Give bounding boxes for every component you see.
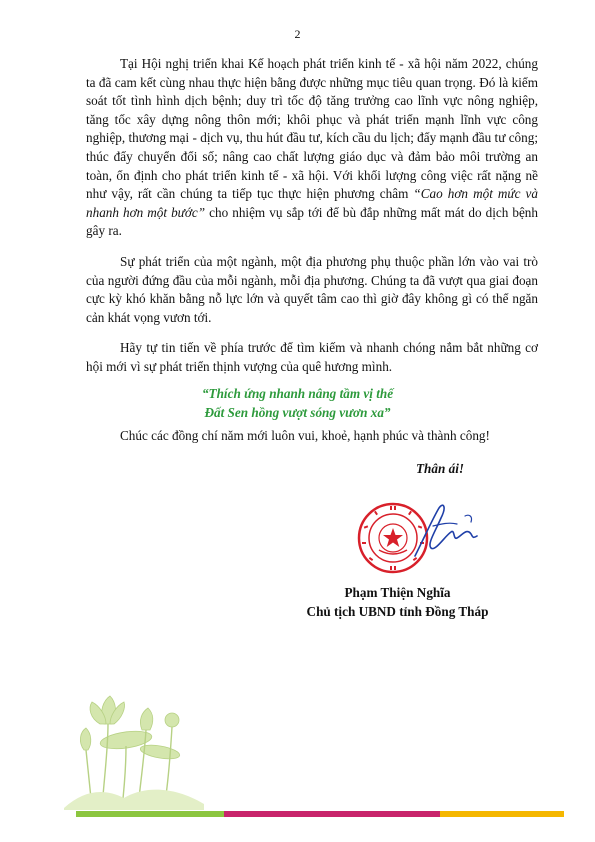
slogan-line-2: Đất Sen hồng vượt sóng vươn xa”: [204, 404, 391, 420]
paragraph-3: Hãy tự tin tiến về phía trước để tìm kiếm và nhanh chóng nắm bắt những cơ hội mới vì sự phát triển thịnh vượng của quê hương mình.: [86, 340, 538, 374]
signer-title: Chủ tịch UBND tỉnh Đồng Tháp: [306, 604, 489, 619]
handwritten-signature-icon: [405, 496, 485, 566]
paragraph-1: [86, 55, 538, 241]
footer-color-bar: [76, 811, 564, 817]
page-number: 2: [294, 27, 301, 41]
footer-bar-green-segment: [76, 811, 224, 817]
footer-bar-magenta-segment: [224, 811, 440, 817]
slogan-line-1: “Thích ứng nhanh nâng tầm vị thế: [201, 386, 394, 401]
paragraph-1-text: Tại Hội nghị triển khai Kế hoạch phát triển kinh tế - xã hội năm 2022, chúng ta đã cam kết cùng nhau thực hiện bằng được những mục tiêu quan trọng. Đó là kiểm soát tốt tình hình dịch bệnh; duy trì tốc độ tăng trưởng cao lĩnh vực nông nghiệp, tăng tốc xây dựng nông thôn mới; khôi phục và phát triển mạnh lĩnh vực công nghiệp, thương mại - dịch vụ, thu hút đầu tư, kích cầu du lịch; đẩy mạnh đầu tư công; thúc đẩy chuyển đổi số; nâng cao chất lượng giáo dục và đảm bảo môi trường an toàn, ổn định cho phát triển kinh tế - xã hội. Với khối lượng công việc rất nặng nề như vậy, rất cần chúng ta tiếp tục thực hiện phương châm: [86, 56, 538, 202]
footer-bar-yellow-segment: [440, 811, 564, 817]
greeting: Thân ái!: [416, 461, 465, 476]
motto-quote: “Cao hơn một mức và nhanh hơn một bước”: [86, 186, 538, 220]
closing-wishes: Chúc các đồng chí năm mới luôn vui, khoẻ, hạnh phúc và thành công!: [120, 428, 490, 443]
signer-name: Phạm Thiện Nghĩa: [344, 585, 451, 600]
paragraph-1-text-end: cho nhiệm vụ sắp tới để bù đắp những mất mát do dịch bệnh gây ra.: [86, 204, 538, 239]
slogan: [0, 385, 595, 422]
letter-body: [86, 55, 538, 389]
paragraph-2: Sự phát triển của một ngành, một địa phương phụ thuộc phần lớn vào vai trò của người đứng đầu của mỗi ngành, mỗi địa phương. Chúng ta đã vượt qua giai đoạn cực kỳ khó khăn bằng nỗ lực lớn và quyết tâm cao thì giờ đây không gì có thể ngăn cản khát vọng vươn tới.: [86, 253, 538, 325]
lotus-flower-icon: [64, 690, 204, 810]
